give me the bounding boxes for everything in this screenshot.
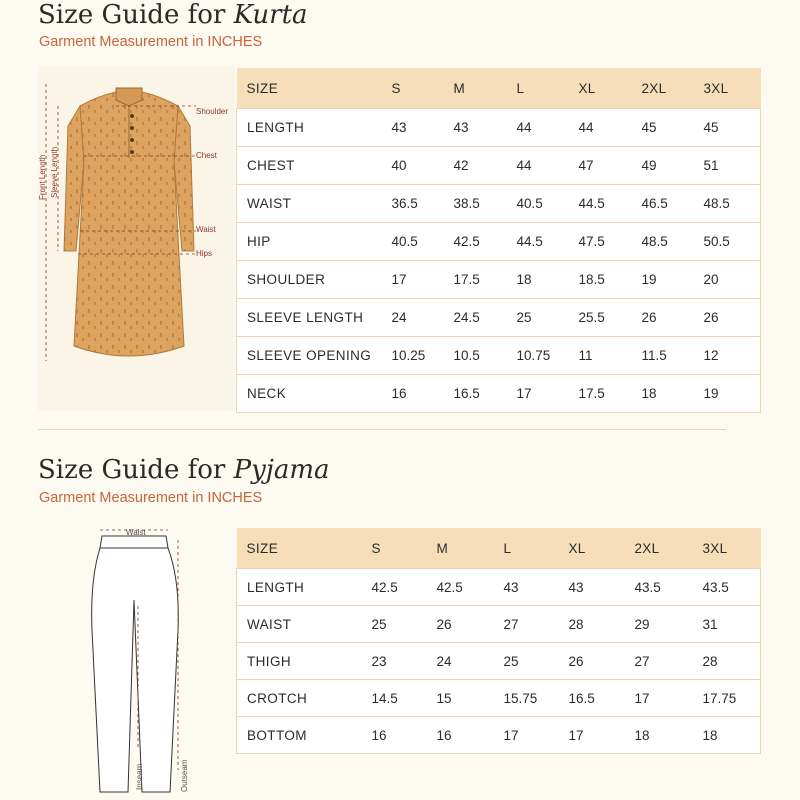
size-value-cell: 48.5	[704, 185, 761, 223]
table-row	[237, 147, 761, 185]
size-value-cell: 47	[579, 147, 642, 185]
measurement-name-cell: SLEEVE OPENING	[237, 337, 392, 375]
size-value-cell: 44.5	[579, 185, 642, 223]
table-row	[237, 223, 761, 261]
size-value-cell: 19	[642, 261, 704, 299]
column-header: S	[372, 528, 437, 569]
size-value-cell: 14.5	[372, 680, 437, 717]
size-value-cell: 44.5	[517, 223, 579, 261]
size-value-cell: 16	[372, 717, 437, 754]
size-value-cell: 24	[437, 643, 504, 680]
size-value-cell: 31	[703, 606, 761, 643]
size-value-cell: 12	[704, 337, 761, 375]
pyjama-waist-label: Waist	[126, 528, 146, 537]
table-row	[237, 643, 761, 680]
size-value-cell: 40	[392, 147, 454, 185]
kurta-title	[38, 0, 308, 30]
measurement-name-cell: WAIST	[237, 606, 372, 643]
size-value-cell: 24	[392, 299, 454, 337]
table-row	[237, 185, 761, 223]
size-value-cell: 17	[517, 375, 579, 413]
button-icon	[130, 114, 134, 118]
column-header: 2XL	[642, 68, 704, 109]
size-value-cell: 49	[642, 147, 704, 185]
size-value-cell: 18	[703, 717, 761, 754]
size-value-cell: 45	[704, 109, 761, 147]
measurement-name-cell: LENGTH	[237, 569, 372, 606]
pyjama-title-prefix: Size Guide for	[38, 455, 226, 485]
size-value-cell: 17.5	[454, 261, 517, 299]
size-value-cell: 42.5	[454, 223, 517, 261]
pyjama-title	[38, 455, 329, 485]
chest-label: Chest	[196, 151, 217, 160]
size-value-cell: 42	[454, 147, 517, 185]
table-row	[237, 109, 761, 147]
size-value-cell: 43	[569, 569, 635, 606]
table-row	[237, 717, 761, 754]
size-value-cell: 15.75	[504, 680, 569, 717]
hips-label: Hips	[196, 249, 213, 258]
table-row	[237, 606, 761, 643]
column-header: 3XL	[703, 528, 761, 569]
shoulder-label: Shoulder	[196, 107, 229, 116]
kurta-size-table	[236, 68, 761, 413]
size-value-cell: 17	[569, 717, 635, 754]
size-value-cell: 10.75	[517, 337, 579, 375]
measurement-name-cell: SHOULDER	[237, 261, 392, 299]
size-value-cell: 23	[372, 643, 437, 680]
size-value-cell: 18.5	[579, 261, 642, 299]
size-value-cell: 18	[517, 261, 579, 299]
size-value-cell: 50.5	[704, 223, 761, 261]
size-value-cell: 15	[437, 680, 504, 717]
button-icon	[130, 138, 134, 142]
size-value-cell: 17	[392, 261, 454, 299]
size-value-cell: 18	[635, 717, 703, 754]
measurement-name-cell: HIP	[237, 223, 392, 261]
size-value-cell: 42.5	[372, 569, 437, 606]
size-value-cell: 48.5	[642, 223, 704, 261]
size-value-cell: 17.75	[703, 680, 761, 717]
size-value-cell: 17	[635, 680, 703, 717]
section-divider	[38, 429, 726, 430]
size-value-cell: 26	[642, 299, 704, 337]
table-header-row	[237, 528, 761, 569]
size-value-cell: 25	[372, 606, 437, 643]
measurement-name-cell: SLEEVE LENGTH	[237, 299, 392, 337]
size-value-cell: 28	[569, 606, 635, 643]
table-row	[237, 375, 761, 413]
kurta-title-prefix: Size Guide for	[38, 0, 226, 30]
table-header-row	[237, 68, 761, 109]
size-value-cell: 27	[504, 606, 569, 643]
kurta-table-body	[237, 109, 761, 413]
size-value-cell: 16	[437, 717, 504, 754]
size-value-cell: 40.5	[392, 223, 454, 261]
size-value-cell: 44	[517, 147, 579, 185]
pyjama-subtitle: Garment Measurement in INCHES	[39, 490, 263, 506]
size-value-cell: 26	[704, 299, 761, 337]
measurement-name-cell: CROTCH	[237, 680, 372, 717]
size-value-cell: 44	[517, 109, 579, 147]
pyjama-illustration	[38, 520, 238, 800]
size-value-cell: 43	[454, 109, 517, 147]
size-value-cell: 10.25	[392, 337, 454, 375]
size-value-cell: 43.5	[635, 569, 703, 606]
size-value-cell: 47.5	[579, 223, 642, 261]
size-value-cell: 25	[504, 643, 569, 680]
size-value-cell: 26	[569, 643, 635, 680]
size-value-cell: 24.5	[454, 299, 517, 337]
sleeve-length-label: Sleeve Length	[50, 146, 59, 198]
measurement-name-cell: WAIST	[237, 185, 392, 223]
size-value-cell: 36.5	[392, 185, 454, 223]
column-header: SIZE	[237, 68, 392, 109]
front-length-label: Front Length	[38, 154, 47, 200]
measurement-name-cell: NECK	[237, 375, 392, 413]
size-value-cell: 45	[642, 109, 704, 147]
size-value-cell: 11	[579, 337, 642, 375]
pyjama-table-body	[237, 569, 761, 754]
size-value-cell: 25	[517, 299, 579, 337]
column-header: M	[454, 68, 517, 109]
size-value-cell: 40.5	[517, 185, 579, 223]
size-value-cell: 29	[635, 606, 703, 643]
column-header: 2XL	[635, 528, 703, 569]
size-value-cell: 20	[704, 261, 761, 299]
size-value-cell: 42.5	[437, 569, 504, 606]
pyjama-size-table	[236, 528, 761, 754]
button-icon	[130, 150, 134, 154]
size-value-cell: 19	[704, 375, 761, 413]
pyjama-legs	[92, 548, 179, 792]
size-value-cell: 38.5	[454, 185, 517, 223]
outseam-label: Outseam	[180, 759, 189, 792]
size-value-cell: 17	[504, 717, 569, 754]
kurta-illustration	[38, 66, 238, 411]
pyjama-waistband	[100, 536, 168, 548]
column-header: 3XL	[704, 68, 761, 109]
size-value-cell: 43	[504, 569, 569, 606]
table-row	[237, 680, 761, 717]
measurement-name-cell: BOTTOM	[237, 717, 372, 754]
size-value-cell: 27	[635, 643, 703, 680]
size-value-cell: 46.5	[642, 185, 704, 223]
inseam-label: Inseam	[135, 763, 144, 790]
column-header: XL	[579, 68, 642, 109]
size-value-cell: 17.5	[579, 375, 642, 413]
column-header: SIZE	[237, 528, 372, 569]
size-value-cell: 51	[704, 147, 761, 185]
column-header: L	[517, 68, 579, 109]
size-value-cell: 43	[392, 109, 454, 147]
kurta-subtitle: Garment Measurement in INCHES	[39, 34, 263, 50]
table-row	[237, 261, 761, 299]
table-row	[237, 337, 761, 375]
size-value-cell: 28	[703, 643, 761, 680]
kurta-title-emphasis: Kurta	[233, 0, 308, 30]
column-header: M	[437, 528, 504, 569]
size-value-cell: 26	[437, 606, 504, 643]
table-row	[237, 299, 761, 337]
size-value-cell: 44	[579, 109, 642, 147]
column-header: L	[504, 528, 569, 569]
size-value-cell: 25.5	[579, 299, 642, 337]
size-value-cell: 16.5	[569, 680, 635, 717]
size-value-cell: 11.5	[642, 337, 704, 375]
measurement-name-cell: LENGTH	[237, 109, 392, 147]
size-value-cell: 43.5	[703, 569, 761, 606]
column-header: XL	[569, 528, 635, 569]
measurement-name-cell: CHEST	[237, 147, 392, 185]
size-value-cell: 16.5	[454, 375, 517, 413]
size-value-cell: 18	[642, 375, 704, 413]
table-row	[237, 569, 761, 606]
button-icon	[130, 126, 134, 130]
size-value-cell: 10.5	[454, 337, 517, 375]
size-value-cell: 16	[392, 375, 454, 413]
measurement-name-cell: THIGH	[237, 643, 372, 680]
column-header: S	[392, 68, 454, 109]
waist-label: Waist	[196, 225, 216, 234]
pyjama-title-emphasis: Pyjama	[233, 455, 330, 485]
